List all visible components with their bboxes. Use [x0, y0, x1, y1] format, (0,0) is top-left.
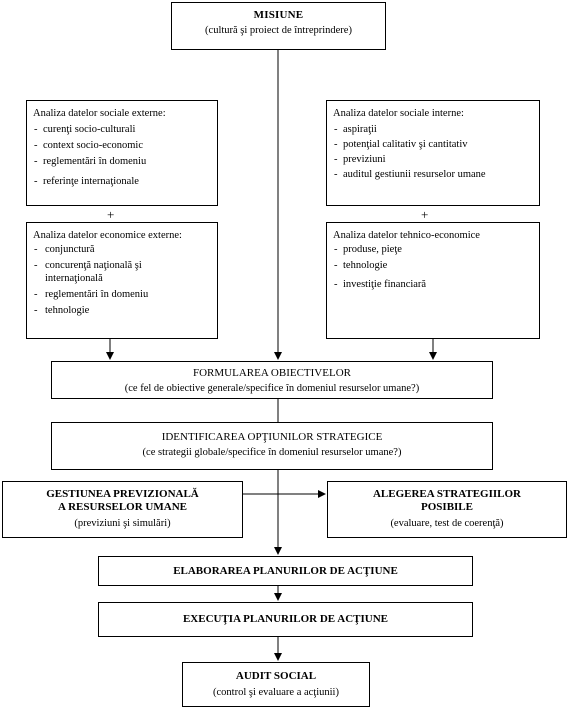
list-item: - tehnologie [33, 304, 211, 317]
list-item: - previziuni [333, 153, 533, 166]
list-item: - produse, pieţe [333, 243, 533, 256]
executie-planuri-box [98, 602, 473, 637]
formulare-obiective-box [51, 361, 493, 399]
formulare-subtitle: (ce fel de obiective generale/specifice în domeniul resurselor umane?) [124, 383, 420, 394]
list-item: - auditul gestiunii resurselor umane [333, 168, 503, 181]
identificare-title: IDENTIFICAREA OPŢIUNILOR STRATEGICE [161, 431, 383, 443]
audit-subtitle: (control şi evaluare a acţiunii) [213, 687, 339, 698]
external-economic-analysis-box [26, 222, 218, 339]
elaborare-planuri-box [98, 556, 473, 586]
plus-sign-right: + [421, 207, 429, 222]
misiune-title: MISIUNE [253, 9, 304, 21]
list-item: - concurenţă naţională şi internaţională [33, 259, 195, 285]
gestiune-title-line2: A RESURSELOR UMANE [58, 501, 187, 513]
alegere-title-line2: POSIBILE [421, 501, 473, 513]
list-item: - aspiraţii [333, 123, 533, 136]
technical-economic-analysis-box [326, 222, 540, 339]
list-item: - conjunctură [33, 243, 211, 256]
audit-title: AUDIT SOCIAL [235, 670, 317, 682]
misiune-subtitle: (cultură şi proiect de întreprindere) [205, 25, 352, 36]
executie-title: EXECUŢIA PLANURILOR DE ACŢIUNE [182, 613, 389, 625]
internal-social-analysis-box [326, 100, 540, 206]
misiune-box [171, 2, 386, 50]
alegere-strategii-box [327, 481, 567, 538]
alegere-title-line1: ALEGEREA STRATEGIILOR [372, 488, 522, 500]
identificare-optiuni-box [51, 422, 493, 470]
list-item: - tehnologie [333, 259, 533, 272]
audit-social-box [182, 662, 370, 707]
list-item: - reglementări în domeniu [33, 155, 211, 168]
formulare-title: FORMULAREA OBIECTIVELOR [193, 367, 351, 379]
alegere-subtitle: (evaluare, test de coerenţă) [390, 518, 504, 529]
list-item: - context socio-economic [33, 139, 211, 152]
gestiune-subtitle: (previziuni şi simulări) [74, 518, 171, 529]
list-item: - potenţial calitativ şi cantitativ [333, 138, 533, 151]
gestiune-title-line1: GESTIUNEA PREVIZIONALĂ [46, 488, 199, 500]
external-social-heading: Analiza datelor sociale externe: [33, 108, 166, 119]
list-item: - investiţie financiară [333, 278, 533, 291]
list-item: - curenţi socio-culturali [33, 123, 211, 136]
technical-economic-heading: Analiza datelor tehnico-economice [333, 230, 480, 241]
plus-sign-left: + [107, 207, 115, 222]
identificare-subtitle: (ce strategii globale/specifice în domeniul resurselor umane?) [142, 447, 402, 458]
gestiune-previzionala-box [2, 481, 243, 538]
external-economic-heading: Analiza datelor economice externe: [33, 230, 182, 241]
list-item: - reglementări în domeniu [33, 288, 211, 301]
internal-social-heading: Analiza datelor sociale interne: [333, 108, 464, 119]
elaborare-title: ELABORAREA PLANURILOR DE ACŢIUNE [173, 565, 398, 577]
list-item: - referinţe internaţionale [33, 175, 211, 188]
external-social-analysis-box [26, 100, 218, 206]
